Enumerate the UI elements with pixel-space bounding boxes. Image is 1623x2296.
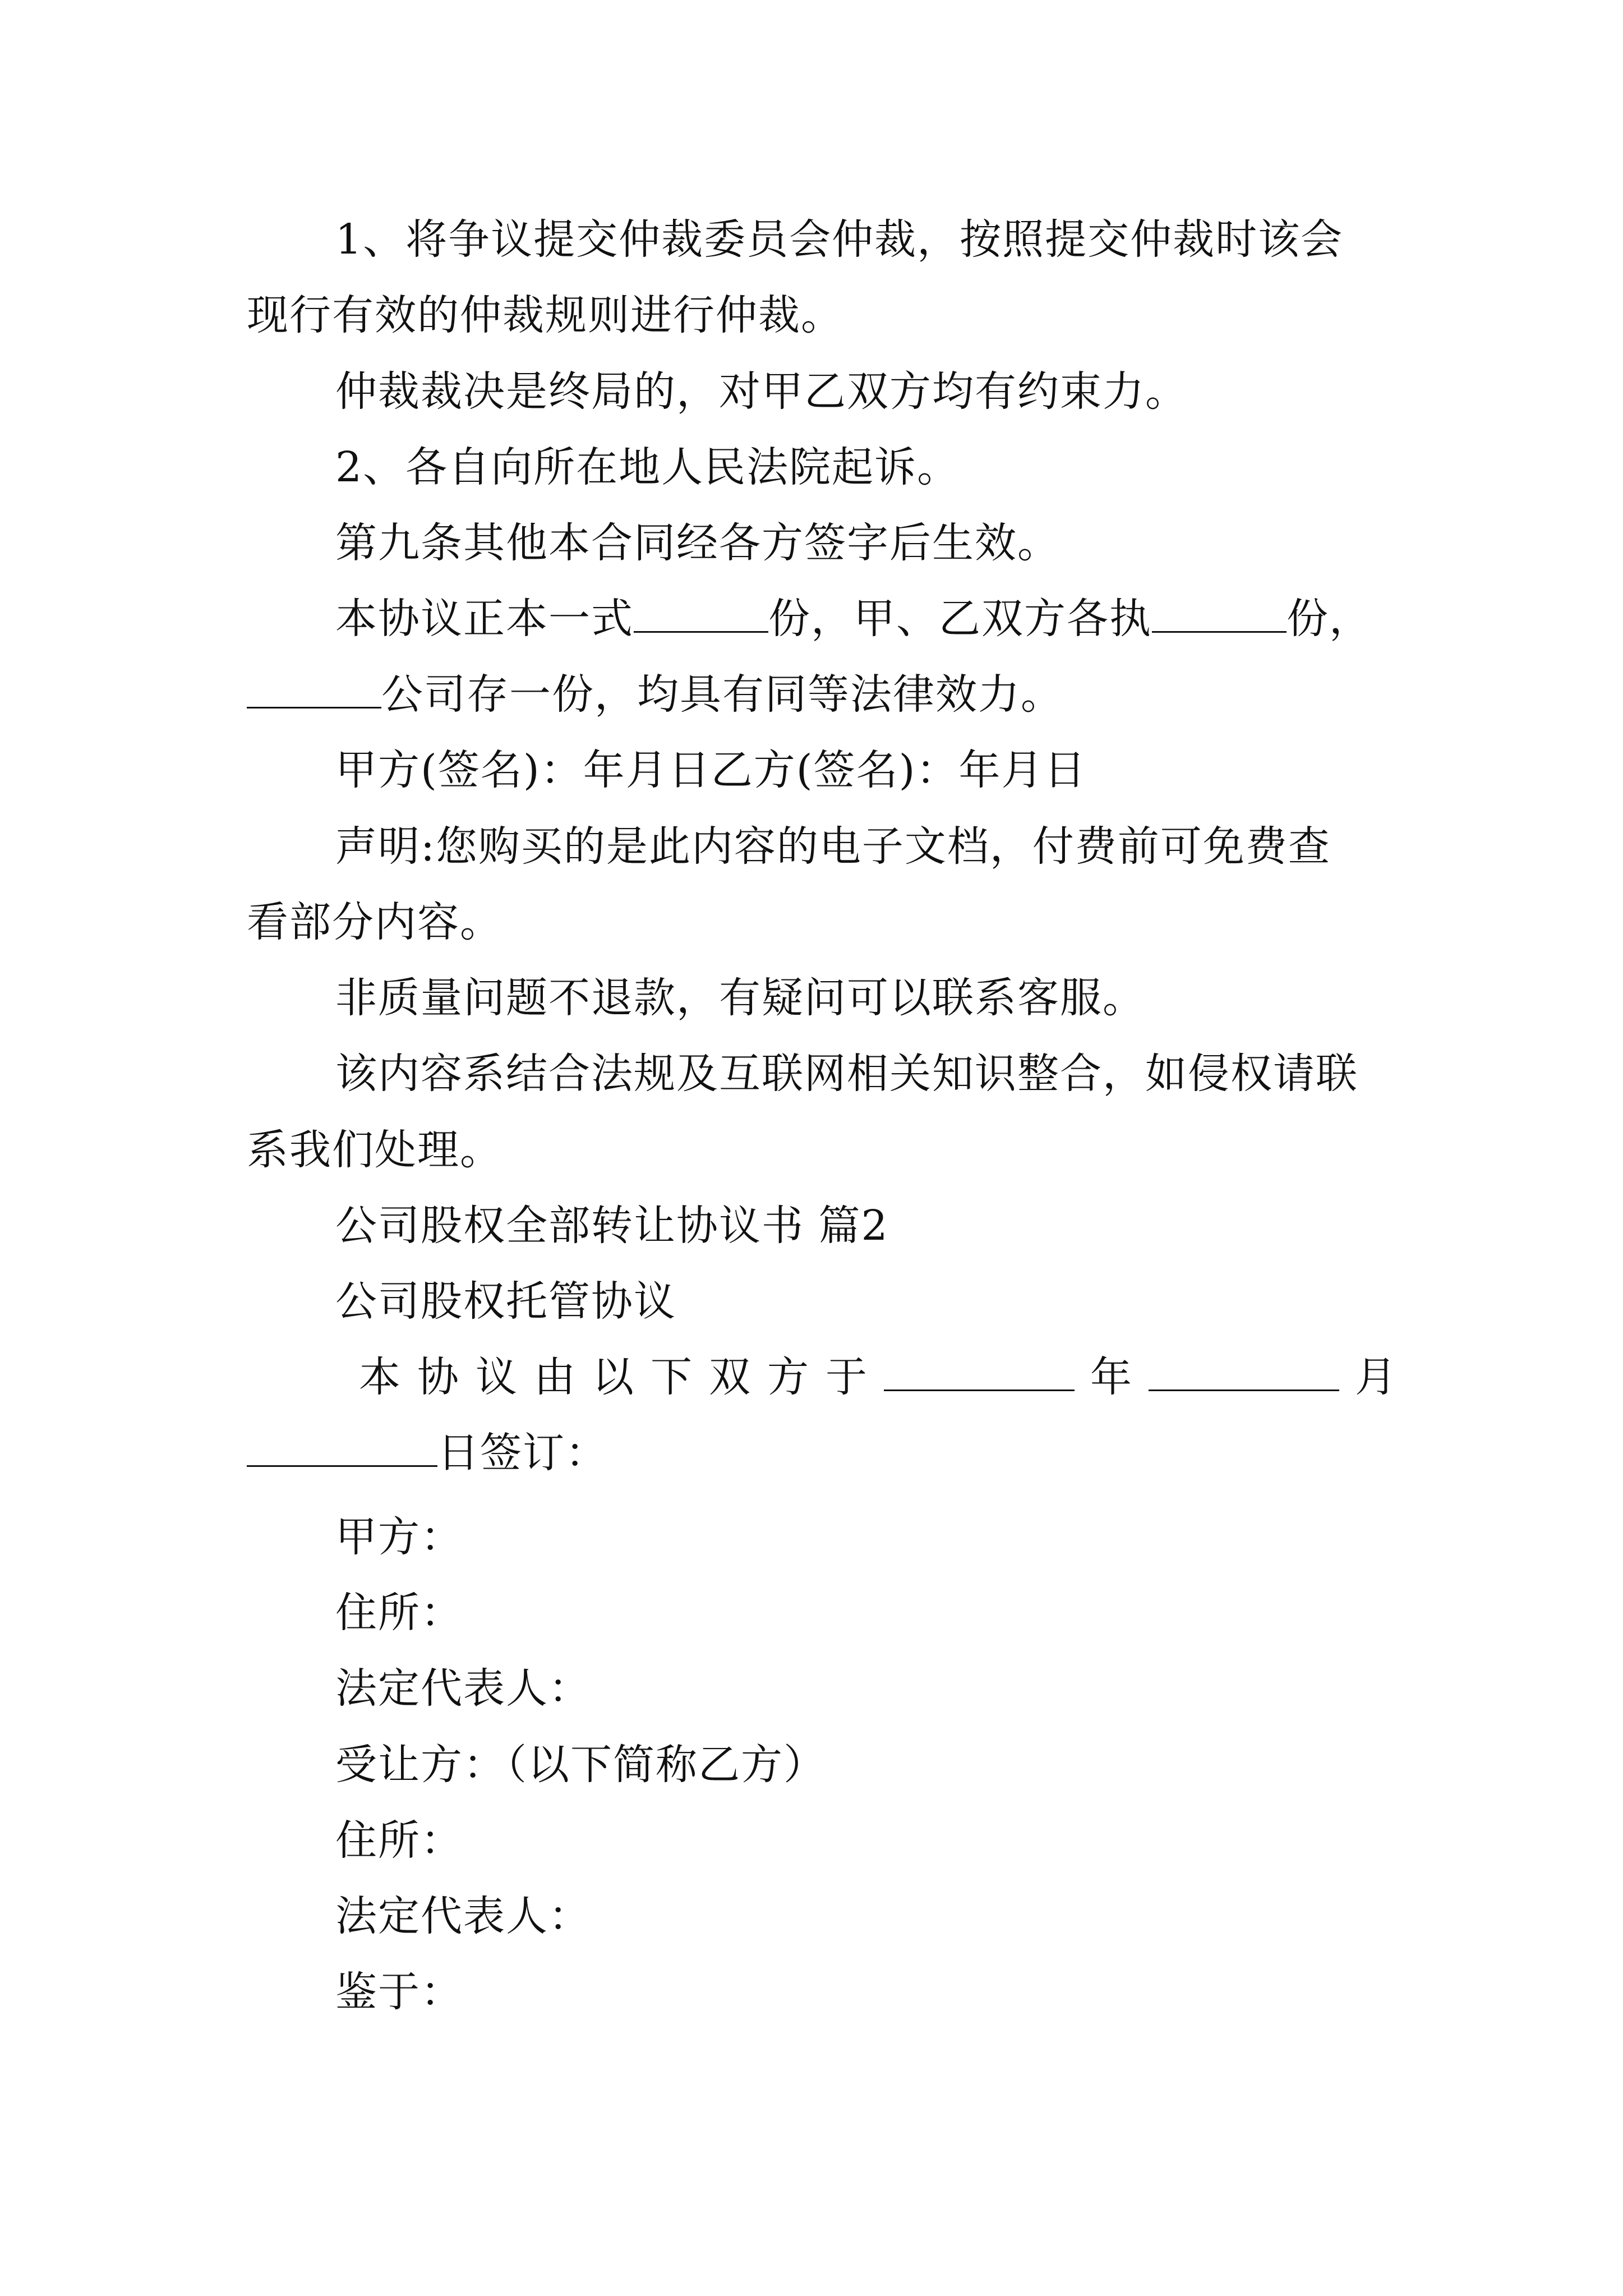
- paragraph-arbitration-line2: 现行有效的仲裁规则进行仲裁。: [247, 291, 843, 339]
- field-whereas: 鉴于：: [335, 1968, 463, 2016]
- agreement-title: 公司股权托管协议: [335, 1277, 676, 1326]
- copies-text-b: 份，甲、乙双方各执: [768, 595, 1152, 643]
- paragraph-copies-line1: [335, 591, 1372, 647]
- signing-date-text-a: 本协议由以下双方于: [359, 1353, 884, 1401]
- signing-year-blank: [884, 1352, 1075, 1391]
- party-copies-blank: [1152, 594, 1287, 633]
- signature-line: 甲方(签名)：年月日乙方(签名)：年月日: [335, 746, 1087, 794]
- field-address-b: 住所：: [335, 1816, 463, 1865]
- field-party-a: 甲方：: [335, 1513, 463, 1561]
- copyright-notice-line1: 该内容系结合法规及互联网相关知识整合，如侵权请联: [335, 1050, 1358, 1098]
- section-heading: 公司股权全部转让协议书 篇2: [335, 1202, 889, 1250]
- copies-text-a: 本协议正本一式: [335, 595, 634, 643]
- statement-line2: 看部分内容。: [247, 898, 502, 946]
- signing-date-text-d: 日签订：: [437, 1429, 608, 1477]
- signing-date-text-c: 月: [1355, 1353, 1398, 1401]
- company-name-blank: [247, 670, 381, 708]
- signing-month-blank: [1149, 1352, 1339, 1391]
- statement-line1: 声明:您购买的是此内容的电子文档，付费前可免费查: [335, 822, 1331, 871]
- paragraph-arbitration-final: 仲裁裁决是终局的，对甲乙双方均有约束力。: [335, 367, 1188, 416]
- signing-day-blank: [247, 1428, 437, 1467]
- paragraph-arbitration-line1: 1、将争议提交仲裁委员会仲裁，按照提交仲裁时该会: [335, 215, 1344, 264]
- copies-count-blank: [634, 594, 768, 633]
- signing-date-line1: [359, 1349, 1398, 1405]
- paragraph-copies-line2: [247, 666, 1063, 723]
- field-legal-rep-b: 法定代表人：: [335, 1892, 591, 1940]
- copies-text-c: 份，: [1287, 595, 1372, 643]
- copies-text-d: 公司存一份，均具有同等法律效力。: [381, 670, 1063, 719]
- signing-date-line2: [247, 1425, 608, 1481]
- field-address-a: 住所：: [335, 1589, 463, 1637]
- copyright-notice-line2: 系我们处理。: [247, 1126, 502, 1174]
- field-transferee: 受让方：（以下简称乙方）: [335, 1741, 826, 1789]
- paragraph-article-nine: 第九条其他本合同经各方签字后生效。: [335, 519, 1060, 567]
- refund-notice: 非质量问题不退款，有疑问可以联系客服。: [335, 974, 1145, 1022]
- signing-date-text-b: 年: [1090, 1353, 1133, 1401]
- paragraph-court-option: 2、各自向所在地人民法院起诉。: [335, 443, 960, 491]
- field-legal-rep-a: 法定代表人：: [335, 1664, 591, 1713]
